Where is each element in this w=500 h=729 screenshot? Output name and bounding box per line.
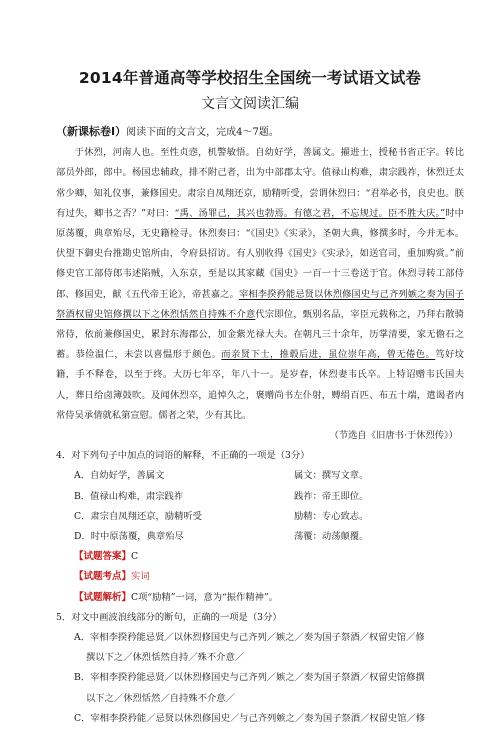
option-text: B．值禄山构难，肃宗践祚	[74, 490, 184, 502]
passage-source: （节选自《旧唐书·于休烈传》）	[329, 430, 458, 442]
document-body	[56, 122, 464, 729]
passage-text: 于休烈，河南人也。至性贞悫，机警敏悟。自幼好学，善属文。擢进士，授秘书省正字。转比部员外郎，郎中。杨国忠辅政，排不附己者，出为中部郡太守。值禄山构难，肃宗践祚，休烈迁太常少卿，知礼仪事，兼修国史。肃宗自凤翔还京，励精听受，尝谓休烈曰：	[56, 147, 464, 199]
passage-paragraph	[56, 143, 464, 426]
option-gloss: 践祚：帝王即位。	[294, 490, 369, 502]
question-5-stem: 5．对文中画波浪线部分的断句，正确的一项是（3分）	[56, 611, 282, 623]
option-text: D．时中原荡覆，典章殆尽	[74, 531, 184, 543]
question-5-option-b	[56, 668, 464, 708]
question-4-option-c	[56, 507, 464, 527]
passage-text: 时中原荡覆，典章殆尽，无史籍检寻。休烈奏曰：“《国史》《实录》，圣朝大典，修撰多时，今并无本。伏望下御史台推勘史馆所由，令府县招访。有人别收得《国史》《实录》，如送官司，重加购赏。”前修史官工部侍郎韦述陷贼，入东京，至是以其家藏《国史》一百一十三卷送于官。休烈寻转工部侍郎、修国史，献《五代帝王论》，帝甚嘉之。	[56, 207, 464, 300]
passage-underlined-text: “禹、汤罪己，其兴也勃焉。有德之君，不忘规过。臣不胜大庆。”	[174, 207, 446, 219]
page-title: 2014年普通高等学校招生全国统一考试语文试卷	[78, 69, 422, 87]
option-gloss: 属文：撰写文章。	[294, 470, 369, 482]
option-line: 撰以下之／休烈恬然自持／殊不介意／	[86, 652, 245, 664]
passage-text: “君举必书，良史也。朕有过失，卿书之否？”对曰：	[56, 187, 464, 219]
point-value: 实词	[131, 571, 150, 583]
option-text: C．肃宗自凤翔还京，励精听受	[74, 510, 202, 522]
question-5-option-a	[56, 628, 464, 668]
question-4-option-b	[56, 487, 464, 507]
answer-label: 【试题答案】	[74, 551, 132, 563]
section-tag: （新课标卷Ⅰ）	[56, 125, 127, 138]
question-4-answer	[56, 547, 464, 567]
option-line: A．宰相李揆矜能忌贤／以休烈修国史与己齐列／嫉之／奏为国子祭酒／权留史馆／修	[74, 632, 425, 644]
analysis-value: C项“励精”一词，意为“振作精神”。	[131, 591, 278, 603]
passage-underlined-text: 而亲贤下士，推毂后进，虽位崇年高，曾无倦色。	[221, 349, 436, 361]
point-label: 【试题考点】	[74, 571, 132, 583]
question-4-point	[56, 567, 464, 587]
question-4-analysis	[56, 588, 464, 608]
passage-text: 笃好坟籍，手不释卷，以至于终。大历七年卒，年八十一。是岁春，休烈妻韦氏卒。上特诏赠韦氏国夫人，葬日给卤簿鼓吹。及闻休烈卒，追悼久之，褒赠尚书左仆射，赙绢百匹、布五十端，遣谒者内常侍吴承倩就私第宣慰。儒者之荣，少有其比。	[56, 349, 464, 421]
answer-value: C	[131, 551, 139, 563]
analysis-label: 【试题解析】	[74, 591, 132, 603]
question-4-option-d	[56, 527, 464, 547]
passage-wavy-text: 宰相李揆矜能忌贤以休烈修国史与己齐列嫉之奏为国子祭酒权留史馆修撰以下之休烈恬然自持殊不介意	[56, 288, 464, 320]
section-instruction: 阅读下面的文言文，完成4～7题。	[126, 127, 279, 138]
question-4-option-a	[56, 466, 464, 486]
option-line: C．宰相李揆矜能／忌贤以休烈修国史／与己齐列嫉之／奏为国子祭酒／权留史馆／修	[74, 712, 426, 724]
option-line: B．宰相李揆矜能忌贤／以休烈修国史与己齐列／嫉之／奏为国子祭酒／权留史馆修撰	[74, 672, 425, 684]
option-line: 以下之／休烈恬然／自持殊不介意／	[86, 692, 235, 704]
page-subtitle: 文言文阅读汇编	[201, 96, 299, 112]
question-5-option-c	[56, 709, 464, 729]
option-text: A．自幼好学，善属文	[74, 470, 165, 482]
section-heading	[56, 122, 464, 143]
question-4-stem: 4．对下列句子中加点的词语的解释，不正确的一项是（3分）	[56, 450, 310, 462]
option-gloss: 励精：专心致志。	[294, 510, 369, 522]
passage-text: 代宗即位，甄别名品，宰臣元载称之，乃拜右散骑常侍，依前兼修国史，累封东海郡公，加金紫光禄大夫。在朝凡三十余年，历掌清要，家无儋石之蓄。恭俭温仁，未尝以喜愠形于颜色。	[56, 308, 464, 361]
option-gloss: 荡覆：动荡颠覆。	[294, 531, 369, 543]
